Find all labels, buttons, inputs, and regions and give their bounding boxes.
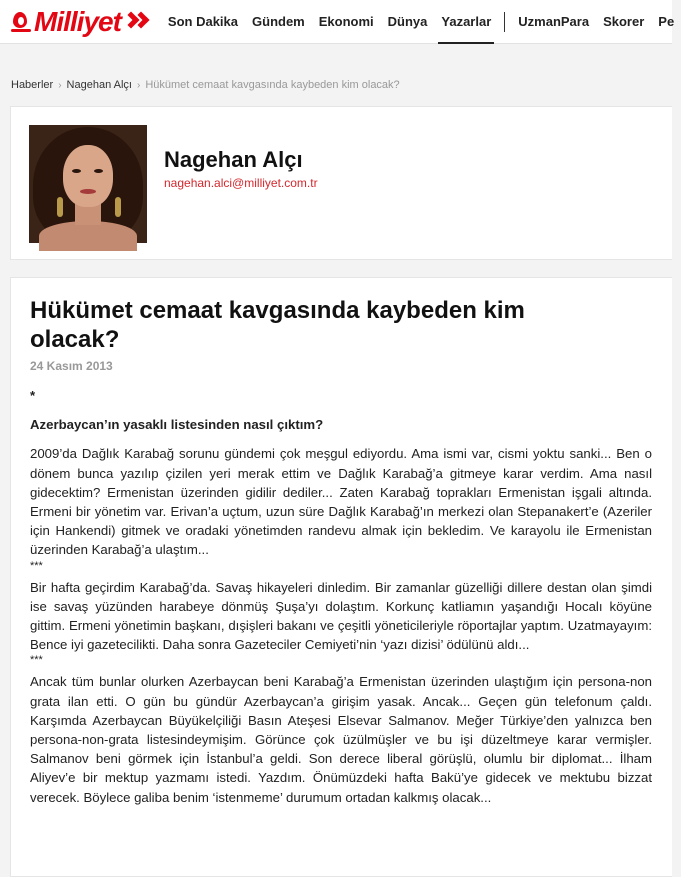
- article-title: Hükümet cemaat kavgasında kaybeden kim olacak?: [30, 297, 525, 353]
- nav-item-yazarlar[interactable]: Yazarlar: [434, 0, 498, 44]
- breadcrumb-haberler[interactable]: Haberler: [11, 79, 54, 91]
- breadcrumb-current: Hükümet cemaat kavgasında kaybeden kim olacak?: [145, 79, 400, 91]
- author-photo[interactable]: [29, 125, 147, 243]
- main-nav: [161, 0, 681, 44]
- breadcrumb: [11, 79, 400, 91]
- paragraph-separator: ***: [30, 559, 43, 572]
- article-body: [30, 386, 652, 807]
- nav-item-gundem[interactable]: Gündem: [252, 13, 305, 29]
- article-card: [10, 277, 672, 877]
- nav-item-son-dakika[interactable]: Son Dakika: [167, 13, 239, 29]
- article-subhead: Azerbaycan’ın yasaklı listesinden nasıl çıktım?: [30, 417, 324, 433]
- double-chevron-icon: [125, 11, 153, 33]
- article-star: *: [30, 388, 36, 403]
- milliyet-logo[interactable]: [0, 0, 153, 44]
- chevron-right-icon: ›: [58, 79, 62, 91]
- chevron-right-icon: ›: [136, 79, 141, 91]
- flame-icon: [10, 11, 32, 33]
- logo-text: Milliyet: [34, 5, 121, 37]
- author-email-link[interactable]: nagehan.alci@milliyet.com.tr: [164, 176, 318, 190]
- article-paragraph: Bir hafta geçirdim Karabağ’da. Savaş hikayeleri dinledim. Bir zamanlar güzelliği dillere destan olan şimdi ise savaş yüzünden harabeye dönmüş Şuşa’yı dolaştım. Korkunç katliamın yaşandığı Hocalı köyüne gittim. Ermeni yönetimin başkanı, dışişleri bakanı ve çeşitli yöneticileriyle röportajlar yaptım. Uzatmayayım: Bence iyi gazetecilikti. Daha sonra Gazeteciler Cemiyeti’nin ‘yazı dizisi’ ödülünü aldı...: [30, 579, 652, 653]
- nav-item-ekonomi[interactable]: Ekonomi: [318, 13, 374, 29]
- paragraph-separator: ***: [30, 654, 43, 667]
- top-navbar: [0, 0, 675, 44]
- nav-item-dunya[interactable]: Dünya: [387, 13, 428, 29]
- nav-item-pe[interactable]: Pe: [658, 13, 675, 29]
- article-paragraph: Ancak tüm bunlar olurken Azerbaycan beni Karabağ’a Ermenistan üzerinden ulaştığım için persona-non grata ilan etti. O gün bu gündür Azerbaycan’a girişim yasak. Ancak... Geçen gün telefonum çaldı. Karşımda Azerbaycan Büyükelçiliği Basın Ateşesi Elsevar Salmanov. Meğer Türkiye’den yalnızca ben persona-non-grata listesindeymişim. Görünce çok üzülmüşler ve bu işi düzeltmeye karar vermişler. Salmanov beni görmek için İstanbul’a geldi. Son derece liberal görüşlü, olumlu bir diplomat... İlham Aliyev’e bir mektup yazmamı istedi. Yazdım. Önümüzdeki hafta Bakü’ye gidecek ve mektubu bizzat verecek. Böylece galiba benim ‘istenmeme’ durumum ortadan kalkmış olacak...: [30, 674, 652, 805]
- nav-item-skorer[interactable]: Skorer: [603, 13, 645, 29]
- breadcrumb-author[interactable]: Nagehan Alçı: [66, 79, 132, 91]
- article-paragraph: 2009’da Dağlık Karabağ sorunu gündemi çok meşgul ediyordu. Ama ismi var, cismi yoktu sanki... Ben o dönem bunca yazılıp çizilen yeri merak ettim ve Dağlık Karabağ’a gitmeye karar verdim. Ama nasıl gidecektim? Ermenistan üzerinden gidilir dediler... Zaten Karabağ toprakları Ermenistan işgali altında. Ermeni bir yönetim var. Erivan’a uçtum, uzun süre Dağlık Karabağ’ın merkezi olan Stepanakert’e (Azeriler için Hankendi) gitmek ve oradaki yönetimden randevu almak için bekledim. Ve karayolu ile Ermenistan üzerinden Karabağ’a ulaştım...: [30, 446, 652, 558]
- author-name[interactable]: Nagehan Alçı: [164, 147, 303, 172]
- article-date: 24 Kasım 2013: [30, 359, 113, 373]
- author-card: [10, 106, 672, 260]
- nav-divider: [504, 12, 505, 32]
- nav-item-uzmanpara[interactable]: UzmanPara: [518, 13, 590, 29]
